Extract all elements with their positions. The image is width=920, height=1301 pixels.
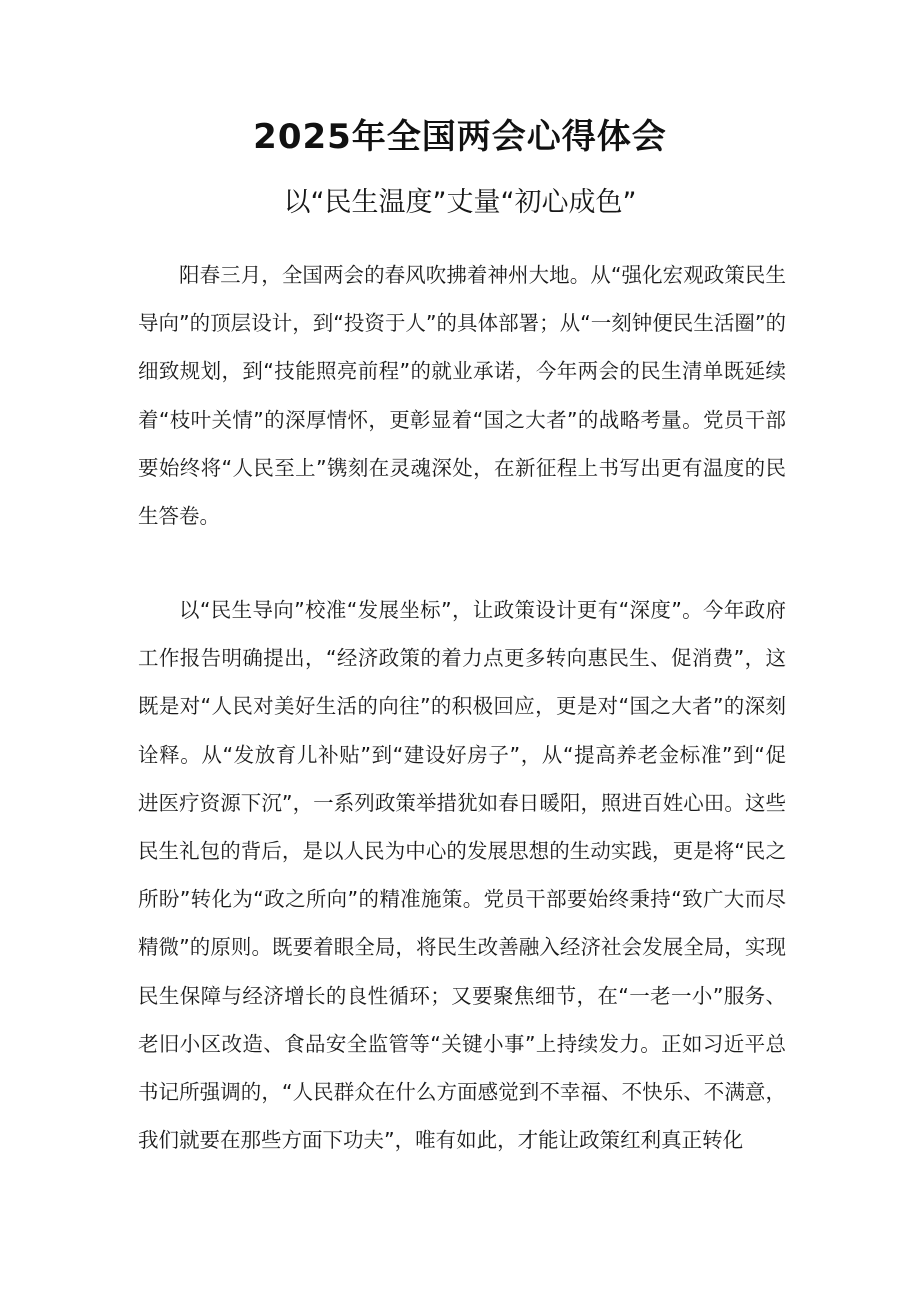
document-title: 2025年全国两会心得体会: [253, 117, 667, 157]
body-paragraph: 以“民生导向”校准“发展坐标”，让政策设计更有“深度”。今年政府工作报告明确提出，“经济政策的着力点更多转向惠民生、促消费”，这既是对“人民对美好生活的向往”的积极回应，更是对“国之大者”的深刻诠释。从“发放育儿补贴”到“建设好房子”，从“提高养老金标准”到“促进医疗资源下沉”，一系列政策举措犹如春日暖阳，照进百姓心田。这些民生礼包的背后，是以人民为中心的发展思想的生动实践，更是将“民之所盼”转化为“政之所向”的精准施策。党员干部要始终秉持“致广大而尽精微”的原则。既要着眼全局，将民生改善融入经济社会发展全局，实现民生保障与经济增长的良性循环；又要聚焦细节，在“一老一小”服务、老旧小区改造、食品安全监管等“关键小事”上持续发力。正如习近平总书记所强调的，“人民群众在什么方面感觉到不幸福、不快乐、不满意，我们就要在那些方面下功夫”，唯有如此，才能让政策红利真正转化: [138, 598, 786, 1153]
body-paragraph: 阳春三月，全国两会的春风吹拂着神州大地。从“强化宏观政策民生导向”的顶层设计，到“投资于人”的具体部署；从“一刻钟便民生活圈”的细致规划，到“技能照亮前程”的就业承诺，今年两会的民生清单既延续着“枝叶关情”的深厚情怀，更彰显着“国之大者”的战略考量。党员干部要始终将“人民至上”镌刻在灵魂深处，在新征程上书写出更有温度的民生答卷。: [138, 263, 786, 529]
document-subtitle: 以“民生温度”丈量“初心成色”: [283, 187, 637, 218]
